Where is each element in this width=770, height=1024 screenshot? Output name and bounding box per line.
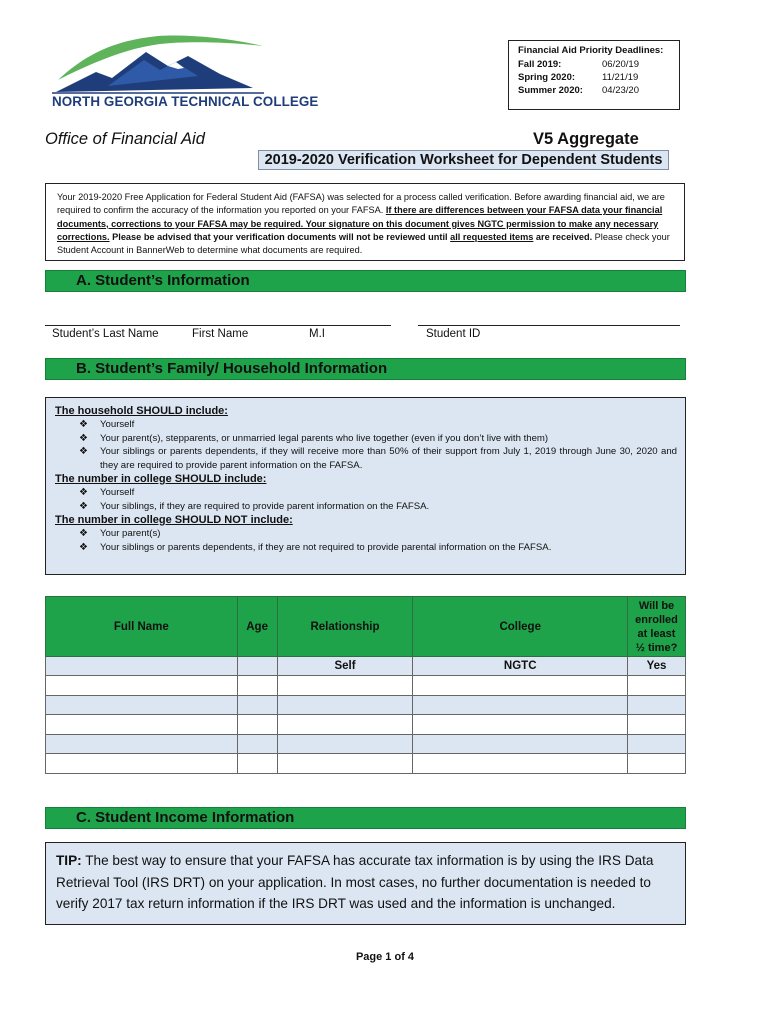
intro-received: are received. <box>533 231 593 242</box>
deadline-date: 06/20/19 <box>602 59 639 70</box>
table-row <box>46 754 686 774</box>
tip-label: TIP: <box>56 853 82 868</box>
full-name-cell[interactable] <box>46 676 238 696</box>
household-members-table <box>45 596 686 774</box>
deadline-date: 11/21/19 <box>602 72 639 83</box>
age-cell[interactable] <box>237 715 277 735</box>
age-header: Age <box>237 597 277 657</box>
mountain-logo-icon <box>48 22 270 94</box>
full-name-cell[interactable] <box>46 695 238 715</box>
age-cell[interactable] <box>237 754 277 774</box>
deadline-term: Summer 2020: <box>518 85 583 96</box>
college-header: College <box>413 597 628 657</box>
table-row <box>46 715 686 735</box>
deadline-row <box>518 84 679 97</box>
list-item: ❖ Yourself <box>79 419 135 430</box>
household-list <box>55 418 677 472</box>
section-b-header: B. Student’s Family/ Household Information <box>45 358 686 380</box>
tip-box <box>45 842 686 925</box>
household-rules-box <box>45 397 686 575</box>
deadline-term: Spring 2020: <box>518 72 576 83</box>
student-id-label: Student ID <box>426 328 481 340</box>
diamond-bullet-icon: ❖ <box>79 419 88 430</box>
relationship-cell: Self <box>277 657 413 676</box>
student-id-line[interactable] <box>418 325 680 326</box>
diamond-bullet-icon: ❖ <box>79 446 88 457</box>
list-item: ❖ Your siblings or parents dependents, if they will receive more than 50% of their support from July 1, 2019 through June 30, 2020 and they are required to provide parent information on the FAFSA. <box>79 446 677 471</box>
enrolled-cell[interactable] <box>628 715 686 735</box>
relationship-cell[interactable] <box>277 676 413 696</box>
relationship-cell[interactable] <box>277 754 413 774</box>
enrolled-cell[interactable] <box>628 754 686 774</box>
college-exclude-list <box>55 527 677 554</box>
college-name: NORTH GEORGIA TECHNICAL COLLEGE <box>52 94 319 109</box>
age-cell[interactable] <box>237 734 277 754</box>
college-should-not-include-heading: The number in college SHOULD NOT include: <box>55 514 293 526</box>
age-cell[interactable] <box>237 695 277 715</box>
college-cell: NGTC <box>413 657 628 676</box>
list-item: ❖ Your siblings, if they are required to provide parent information on the FAFSA. <box>79 500 430 512</box>
full-name-cell[interactable] <box>46 657 238 676</box>
aggregate-label: V5 Aggregate <box>533 130 639 148</box>
enrolled-cell[interactable] <box>628 676 686 696</box>
enrolled-cell[interactable] <box>628 734 686 754</box>
first-name-label: First Name <box>192 328 249 340</box>
student-name-line[interactable] <box>45 325 391 326</box>
full-name-cell[interactable] <box>46 715 238 735</box>
section-c-header: C. Student Income Information <box>45 807 686 829</box>
list-item: ❖ Yourself <box>79 487 135 498</box>
age-cell[interactable] <box>237 657 277 676</box>
table-header-row <box>46 597 686 657</box>
intro-paragraph <box>45 183 685 261</box>
section-a-header: A. Student’s Information <box>45 270 686 292</box>
intro-bannerweb: Please check your Student Account in BannerWeb to determine what documents are required. <box>57 231 670 256</box>
college-cell[interactable] <box>413 754 628 774</box>
tip-text: The best way to ensure that your FAFSA has accurate tax information is by using the IRS Data Retrieval Tool (IRS DRT) on your application. In most cases, no further documentation is needed to verify 2017 tax return information if the IRS DRT was used and the information is unchanged. <box>56 853 654 911</box>
deadlines-box <box>508 40 680 110</box>
list-item: ❖ Your parent(s), stepparents, or unmarried legal parents who live together (even if you don’t live with them) <box>79 432 549 444</box>
college-include-list <box>55 486 677 513</box>
college-should-include-heading: The number in college SHOULD include: <box>55 473 267 485</box>
page-number: Page 1 of 4 <box>355 951 415 963</box>
diamond-bullet-icon: ❖ <box>79 541 88 553</box>
relationship-header: Relationship <box>277 597 413 657</box>
college-cell[interactable] <box>413 676 628 696</box>
relationship-cell[interactable] <box>277 734 413 754</box>
deadline-row <box>518 71 679 84</box>
table-row <box>46 676 686 696</box>
deadline-date: 04/23/20 <box>602 85 639 96</box>
full-name-cell[interactable] <box>46 734 238 754</box>
deadlines-title: Financial Aid Priority Deadlines: <box>518 45 664 56</box>
college-cell[interactable] <box>413 695 628 715</box>
full-name-header: Full Name <box>46 597 238 657</box>
age-cell[interactable] <box>237 676 277 696</box>
list-item: ❖ Your parent(s) <box>79 528 161 539</box>
relationship-cell[interactable] <box>277 695 413 715</box>
list-item: ❖ Your siblings or parents dependents, if they are not required to provide parental information on the FAFSA. <box>79 541 552 553</box>
table-row <box>46 734 686 754</box>
last-name-label: Student’s Last Name <box>52 328 159 340</box>
intro-review-notice: Please be advised that your verification documents will not be reviewed until <box>109 231 451 242</box>
college-cell[interactable] <box>413 715 628 735</box>
household-should-include-heading: The household SHOULD include: <box>55 405 228 417</box>
full-name-cell[interactable] <box>46 754 238 774</box>
diamond-bullet-icon: ❖ <box>79 528 88 539</box>
diamond-bullet-icon: ❖ <box>79 487 88 498</box>
office-name: Office of Financial Aid <box>45 130 205 148</box>
intro-requested-items: all requested items <box>450 231 534 242</box>
table-row <box>46 657 686 676</box>
enrolled-half-time-header: Will be enrolled at least ½ time? <box>628 597 686 657</box>
college-cell[interactable] <box>413 734 628 754</box>
worksheet-title: 2019-2020 Verification Worksheet for Dependent Students <box>258 150 669 170</box>
college-logo <box>48 22 319 114</box>
enrolled-cell: Yes <box>628 657 686 676</box>
deadline-term: Fall 2019: <box>518 59 562 70</box>
intro-corrections-notice: If there are differences between your FAFSA data your financial documents, corrections to your FAFSA may be required. Your signature on this document gives NGTC permission to make any necessary corrections. <box>57 205 663 242</box>
enrolled-cell[interactable] <box>628 695 686 715</box>
table-row <box>46 695 686 715</box>
middle-initial-label: M.I <box>309 328 325 340</box>
diamond-bullet-icon: ❖ <box>79 432 88 444</box>
diamond-bullet-icon: ❖ <box>79 500 88 512</box>
intro-text: Your 2019-2020 Free Application for Federal Student Aid (FAFSA) was selected for a process called verification. Before awarding financial aid, we are required to confirm the accuracy of the information you reported on your FAFSA. <box>57 192 665 216</box>
relationship-cell[interactable] <box>277 715 413 735</box>
deadline-row <box>518 58 679 71</box>
